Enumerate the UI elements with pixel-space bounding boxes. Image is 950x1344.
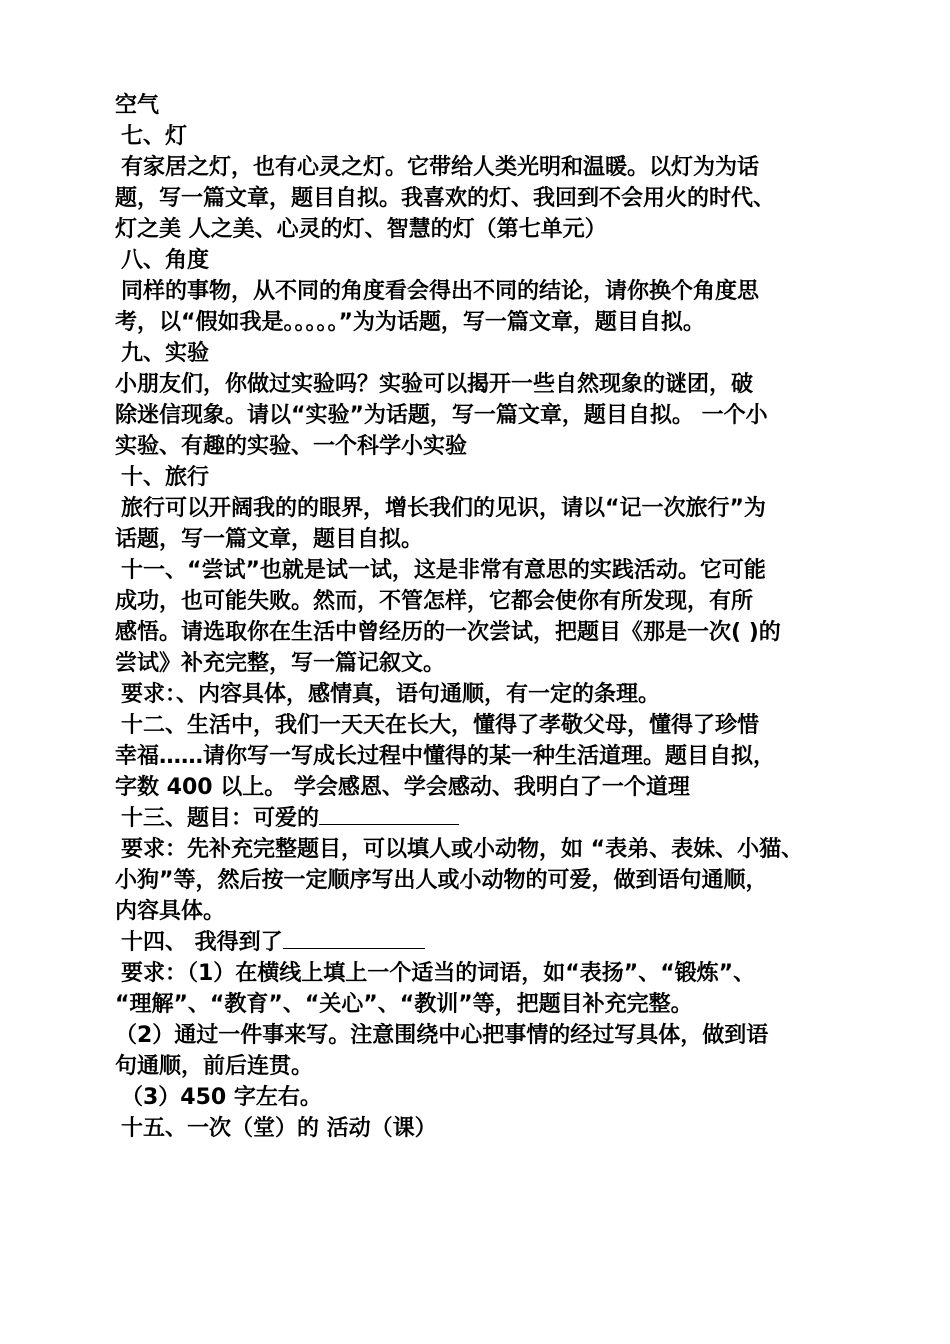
section-heading-8: 八、角度 xyxy=(121,248,210,273)
section-heading-12: 十二、生活中，我们一天天在长大，懂得了孝敬父母，懂得了珍惜 xyxy=(121,713,760,738)
fill-in-blank xyxy=(283,928,425,949)
section-heading-14 xyxy=(115,927,845,958)
section-heading-10: 十、旅行 xyxy=(121,465,210,490)
text-line: 要求：（1）在横线上填上一个适当的词语，如“表扬”、“锻炼”、 xyxy=(121,961,756,986)
text-line: 幸福……请你写一写成长过程中懂得的某一种生活道理。题目自拟， xyxy=(115,744,776,769)
text-line: 旅行可以开阔我的的眼界，增长我们的见识，请以“记一次旅行”为 xyxy=(121,496,766,521)
heading-text: 十四、 我得到了 xyxy=(121,930,283,955)
text-line: 话题，写一篇文章，题目自拟。 xyxy=(115,527,424,552)
text-line: 要求：先补充完整题目，可以填人或小动物，如 “表弟、表妹、小猫、 xyxy=(121,837,804,862)
text-line: 尝试》补充完整，写一篇记叙文。 xyxy=(115,651,446,676)
text-line: 考，以“假如我是。。。。。”为为话题，写一篇文章，题目自拟。 xyxy=(115,310,705,335)
text-line: 小狗”等，然后按一定顺序写出人或小动物的可爱，做到语句通顺， xyxy=(115,868,768,893)
section-heading-13 xyxy=(115,803,845,834)
heading-text: 十三、题目：可爱的 xyxy=(121,806,320,831)
text-line: （3）450 字左右。 xyxy=(121,1085,322,1110)
section-heading-9: 九、实验 xyxy=(121,341,210,366)
text-line: 同样的事物，从不同的角度看会得出不同的结论，请你换个角度思 xyxy=(121,279,760,304)
text-line: 成功，也可能失败。然而，不管怎样，它都会使你有所发现，有所 xyxy=(115,589,754,614)
section-heading-15: 十五、一次（堂）的 活动（课） xyxy=(121,1116,437,1141)
text-line: 空气 xyxy=(115,93,160,118)
text-line: “理解”、“教育”、“关心”、“教训”等，把题目补充完整。 xyxy=(115,992,693,1017)
text-line: 字数 400 以上。 学会感恩、学会感动、我明白了一个道理 xyxy=(115,775,690,800)
text-line: 内容具体。 xyxy=(115,899,226,924)
text-line: 实验、有趣的实验、一个科学小实验 xyxy=(115,434,468,459)
section-heading-11: 十一、“尝试”也就是试一试，这是非常有意思的实践活动。它可能 xyxy=(121,558,766,583)
text-line: 题，写一篇文章，题目自拟。我喜欢的灯、我回到不会用火的时代、 xyxy=(115,186,776,211)
text-line: 感悟。请选取你在生活中曾经历的一次尝试，把题目《那是一次( )的 xyxy=(115,620,781,645)
text-line: 句通顺，前后连贯。 xyxy=(115,1054,314,1079)
text-line: 有家居之灯，也有心灵之灯。它带给人类光明和温暖。以灯为为话 xyxy=(121,155,760,180)
text-line: 灯之美 人之美、心灵的灯、智慧的灯（第七单元） xyxy=(115,217,607,242)
section-heading-7: 七、灯 xyxy=(121,124,188,149)
text-line: （2）通过一件事来写。注意围绕中心把事情的经过写具体，做到语 xyxy=(115,1023,769,1048)
text-line: 除迷信现象。请以“实验”为话题，写一篇文章，题目自拟。 一个小 xyxy=(115,403,768,428)
text-line: 要求：、内容具体，感情真，语句通顺，有一定的条理。 xyxy=(121,682,661,707)
text-line: 小朋友们，你做过实验吗？实验可以揭开一些自然现象的谜团，破 xyxy=(115,372,754,397)
document-page xyxy=(115,90,845,1144)
fill-in-blank xyxy=(319,804,459,825)
